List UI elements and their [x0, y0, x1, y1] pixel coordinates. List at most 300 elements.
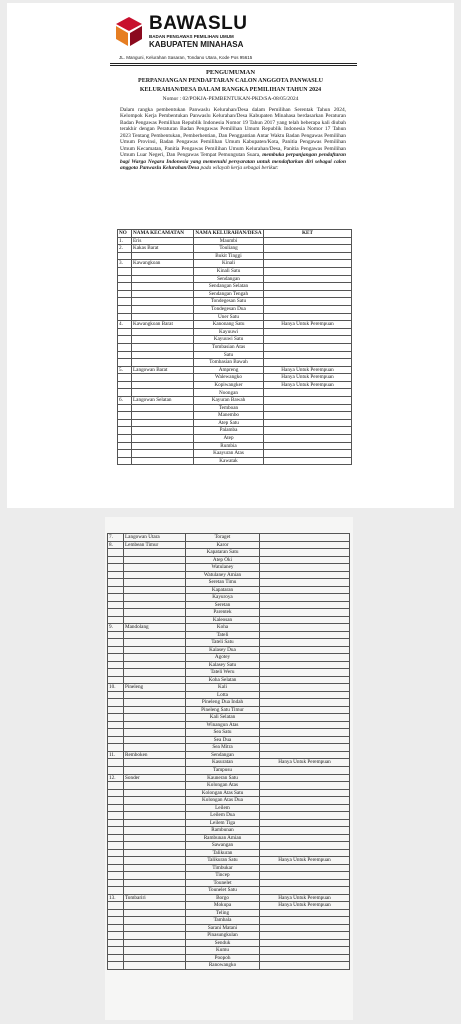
- cell-no: [118, 435, 132, 443]
- cell-no: 8.: [108, 541, 124, 549]
- cell-ket: [260, 917, 350, 925]
- cell-kelurahan: Teling: [186, 909, 260, 917]
- cell-no: [118, 419, 132, 427]
- cell-kelurahan: Pineleng Dua Indah: [186, 699, 260, 707]
- table-row: [108, 774, 350, 782]
- area-table-page-1: [117, 229, 352, 465]
- table-row: [108, 744, 350, 752]
- cell-kelurahan: Tounelet Satu: [186, 887, 260, 895]
- cell-no: [108, 744, 124, 752]
- cell-kecamatan: [124, 804, 186, 812]
- table-header-row: [118, 230, 352, 238]
- cell-kecamatan: [124, 849, 186, 857]
- table-row: [118, 381, 352, 389]
- cell-no: [108, 909, 124, 917]
- table-row: [108, 609, 350, 617]
- table-row: [108, 676, 350, 684]
- cell-kelurahan: Kinali: [194, 260, 264, 268]
- cell-kelurahan: Kinali Satu: [194, 267, 264, 275]
- cell-no: [108, 639, 124, 647]
- cell-kecamatan: [124, 691, 186, 699]
- area-table-page-2: [107, 533, 350, 970]
- table-row: [118, 313, 352, 321]
- table-row: [108, 759, 350, 767]
- cell-no: [118, 351, 132, 359]
- cell-ket: [260, 654, 350, 662]
- cell-no: [108, 646, 124, 654]
- cell-no: [108, 887, 124, 895]
- body-text: Dalam rangka pembentukan Panwaslu Kelurahan/Desa dalam Pemilihan Serentak Tahun 2024, Kelompok Kerja Pembentukan Panwaslu Kelurahan/Desa Kabupaten Minahasa berdasarkan Peraturan Badan Pengawas Pemilihan Republik Indonesia Nomor 19 Tahun 2017 yang telah beberapa kali diubah terakhir dengan Peraturan Badan Pengawas Pemilihan Umum Republik Indonesia Nomor 17 Tahun 2023 Tentang Pembentukan, Pemberhentian, Dan Penggantian Antar Waktu Badan Pengawas Pemilihan Umum Provinsi, Badan Pengawas Pemilihan Umum Kabupaten/Kota, Panitia Pengawas Pemilihan Umum Kecamatan, Panitia Pengawas Pemilihan Umum Kelurahan/Desa, Panitia Pengawas Pemilihan Umum Luar Negeri, Dan Pengawas Tempat Pemungutan Suara,: [120, 107, 346, 159]
- cell-kelurahan: Kaleosan: [186, 616, 260, 624]
- cell-kecamatan: Tombariri: [124, 894, 186, 902]
- table-row: [108, 661, 350, 669]
- table-row: [118, 412, 352, 420]
- cell-no: [108, 571, 124, 579]
- cell-no: 2.: [118, 245, 132, 253]
- table-row: [108, 819, 350, 827]
- divider: [110, 65, 357, 66]
- cell-no: [108, 579, 124, 587]
- cell-no: [108, 721, 124, 729]
- cell-kelurahan: Pinasungkulan: [186, 932, 260, 940]
- cell-no: 7.: [108, 534, 124, 542]
- cell-kecamatan: [124, 939, 186, 947]
- cell-kelurahan: Parentek: [186, 609, 260, 617]
- table-row: [108, 624, 350, 632]
- cell-no: [118, 290, 132, 298]
- cell-ket: Hanya Untuk Perempuan: [264, 366, 352, 374]
- cell-kelurahan: Borgo: [186, 894, 260, 902]
- cell-ket: [264, 427, 352, 435]
- cell-kecamatan: [124, 631, 186, 639]
- cell-ket: [264, 260, 352, 268]
- divider: [110, 63, 357, 64]
- cell-kelurahan: Atep: [194, 435, 264, 443]
- cell-kelurahan: Tondegesan Satu: [194, 298, 264, 306]
- table-row: [108, 879, 350, 887]
- cell-kecamatan: [124, 639, 186, 647]
- cell-ket: [260, 819, 350, 827]
- cell-ket: [264, 419, 352, 427]
- cell-kecamatan: [124, 654, 186, 662]
- cell-kecamatan: [124, 797, 186, 805]
- cell-kelurahan: Winangun Atas: [186, 721, 260, 729]
- cell-kecamatan: [132, 389, 194, 397]
- table-row: [118, 245, 352, 253]
- cell-kecamatan: [124, 782, 186, 790]
- cell-no: 4.: [118, 321, 132, 329]
- cell-no: [108, 924, 124, 932]
- table-row: [108, 579, 350, 587]
- cell-kelurahan: Talikuran: [186, 849, 260, 857]
- cell-ket: [264, 343, 352, 351]
- cell-no: [118, 305, 132, 313]
- table-row: [108, 654, 350, 662]
- table-row: [108, 691, 350, 699]
- cell-kelurahan: Kapataran Satu: [186, 549, 260, 557]
- cell-ket: [260, 669, 350, 677]
- cell-no: 13.: [108, 894, 124, 902]
- cell-kelurahan: Koha Selatan: [186, 676, 260, 684]
- cell-kelurahan: Kapataran: [186, 586, 260, 594]
- cell-kelurahan: Talikuran Satu: [186, 857, 260, 865]
- table-row: [108, 812, 350, 820]
- cell-ket: [260, 534, 350, 542]
- cell-ket: [260, 564, 350, 572]
- table-row: [108, 857, 350, 865]
- cell-kecamatan: [132, 290, 194, 298]
- cell-kecamatan: [124, 766, 186, 774]
- table-row: [108, 954, 350, 962]
- table-row: [118, 389, 352, 397]
- subject-line-1: PERPANJANGAN PENDAFTARAN CALON ANGGOTA PANWASLU: [138, 78, 323, 84]
- cell-no: [108, 669, 124, 677]
- cell-kelurahan: Bukit Tinggi: [194, 252, 264, 260]
- cell-no: [108, 902, 124, 910]
- cell-kelurahan: Sendangan: [186, 751, 260, 759]
- cell-kecamatan: [132, 283, 194, 291]
- table-row: [108, 834, 350, 842]
- cell-ket: [260, 939, 350, 947]
- table-row: [108, 549, 350, 557]
- cell-kelurahan: Sea Dua: [186, 736, 260, 744]
- table-row: [108, 736, 350, 744]
- table-row: [108, 797, 350, 805]
- cell-kecamatan: [132, 313, 194, 321]
- table-row: [108, 887, 350, 895]
- cell-ket: [260, 631, 350, 639]
- cell-kecamatan: [124, 571, 186, 579]
- cell-kecamatan: [124, 789, 186, 797]
- cell-kecamatan: [124, 676, 186, 684]
- cell-ket: [264, 435, 352, 443]
- cell-kelurahan: Kumu: [186, 947, 260, 955]
- cell-kecamatan: [124, 759, 186, 767]
- table-row: [108, 699, 350, 707]
- cell-kelurahan: Agotey: [186, 654, 260, 662]
- cell-no: 11.: [108, 751, 124, 759]
- cell-ket: [260, 624, 350, 632]
- document-number: Nomor : 02/POKJA-PEMBENTUKAN-PKD/SA-08/05/2024: [162, 96, 299, 102]
- table-row: [118, 427, 352, 435]
- table-row: [118, 305, 352, 313]
- cell-no: 5.: [118, 366, 132, 374]
- table-row: [118, 290, 352, 298]
- cell-ket: [264, 457, 352, 465]
- cell-kecamatan: Kawangkoan Barat: [132, 321, 194, 329]
- table-row: [118, 321, 352, 329]
- cell-kelurahan: Sawangan: [186, 842, 260, 850]
- table-row: [108, 917, 350, 925]
- cell-kelurahan: Kolongan Atas Satu: [186, 789, 260, 797]
- table-row: [108, 842, 350, 850]
- cell-kecamatan: [124, 594, 186, 602]
- cell-kelurahan: Leilem Dua: [186, 812, 260, 820]
- cell-kecamatan: [124, 721, 186, 729]
- table-row: [108, 714, 350, 722]
- cell-ket: [260, 782, 350, 790]
- table-row: [108, 827, 350, 835]
- table-row: [118, 397, 352, 405]
- cell-no: [108, 766, 124, 774]
- cell-kelurahan: Kawatak: [194, 457, 264, 465]
- cell-no: [108, 654, 124, 662]
- table-row: [118, 435, 352, 443]
- table-row: [108, 669, 350, 677]
- cell-kelurahan: Satu: [194, 351, 264, 359]
- cell-no: [118, 336, 132, 344]
- cell-kecamatan: [124, 834, 186, 842]
- table-row: [108, 766, 350, 774]
- cell-kecamatan: Kawangkoan: [132, 260, 194, 268]
- cell-no: 12.: [108, 774, 124, 782]
- cell-kecamatan: [124, 646, 186, 654]
- cell-no: [118, 283, 132, 291]
- cell-ket: [260, 706, 350, 714]
- cell-no: [108, 812, 124, 820]
- cell-no: [118, 457, 132, 465]
- cell-kecamatan: [124, 669, 186, 677]
- cell-ket: [260, 864, 350, 872]
- address: JL. Manguni, Kelurahan Sasaran, Tondano Utara, Kode Pos 95615: [119, 55, 253, 60]
- cell-no: [118, 343, 132, 351]
- table-row: [108, 556, 350, 564]
- cell-kelurahan: Seretan Timu: [186, 579, 260, 587]
- cell-no: [118, 450, 132, 458]
- table-row: [118, 404, 352, 412]
- table-row: [108, 932, 350, 940]
- cell-kelurahan: Tounelet: [186, 879, 260, 887]
- subject-line-2: KELURAHAN/DESA DALAM RANGKA PEMILIHAN TAHUN 2024: [139, 87, 322, 93]
- cell-no: 9.: [108, 624, 124, 632]
- region-name: KABUPATEN MINAHASA: [149, 40, 244, 49]
- cell-no: [108, 804, 124, 812]
- cell-kecamatan: Langowan Selatan: [132, 397, 194, 405]
- cell-no: [108, 932, 124, 940]
- cell-ket: [260, 714, 350, 722]
- cell-no: [108, 616, 124, 624]
- cell-kelurahan: Palamba: [194, 427, 264, 435]
- cell-kecamatan: [124, 616, 186, 624]
- cell-kecamatan: [132, 267, 194, 275]
- cell-kecamatan: [132, 457, 194, 465]
- cell-kecamatan: [124, 586, 186, 594]
- cell-kecamatan: [124, 827, 186, 835]
- table-row: [108, 586, 350, 594]
- cell-ket: [260, 684, 350, 692]
- cell-ket: [260, 721, 350, 729]
- cell-kecamatan: [124, 661, 186, 669]
- cell-kecamatan: Eris: [132, 237, 194, 245]
- cell-kelurahan: Sea Mitra: [186, 744, 260, 752]
- cell-ket: [264, 290, 352, 298]
- cell-ket: [260, 556, 350, 564]
- cell-ket: [260, 947, 350, 955]
- table-row: [108, 564, 350, 572]
- cell-no: [108, 601, 124, 609]
- cell-ket: [260, 541, 350, 549]
- cell-no: [108, 842, 124, 850]
- cell-ket: [260, 842, 350, 850]
- cell-kelurahan: Kalasey Satu: [186, 661, 260, 669]
- cell-kecamatan: [132, 252, 194, 260]
- cell-no: [108, 729, 124, 737]
- cell-kelurahan: Tateli Weru: [186, 669, 260, 677]
- cell-no: [108, 849, 124, 857]
- cell-kecamatan: Sonder: [124, 774, 186, 782]
- cell-no: [108, 661, 124, 669]
- cell-no: [108, 691, 124, 699]
- cell-kecamatan: [124, 902, 186, 910]
- table-row: [108, 601, 350, 609]
- cell-kecamatan: [124, 962, 186, 970]
- cell-kecamatan: [124, 609, 186, 617]
- cell-ket: [260, 887, 350, 895]
- cell-kecamatan: [132, 381, 194, 389]
- cell-ket: Hanya Untuk Perempuan: [260, 902, 350, 910]
- cell-kecamatan: [124, 924, 186, 932]
- cell-ket: [260, 601, 350, 609]
- table-row: [118, 252, 352, 260]
- cell-no: [118, 374, 132, 382]
- cell-no: [108, 797, 124, 805]
- cell-kecamatan: [124, 579, 186, 587]
- cell-no: [108, 759, 124, 767]
- table-row: [118, 237, 352, 245]
- cell-ket: [264, 298, 352, 306]
- cell-no: [108, 827, 124, 835]
- cell-kelurahan: Tombasian Bawah: [194, 359, 264, 367]
- cell-kelurahan: Uner Satu: [194, 313, 264, 321]
- cell-ket: Hanya Untuk Perempuan: [264, 381, 352, 389]
- cell-kelurahan: Kanonang Satu: [194, 321, 264, 329]
- cell-kelurahan: Tampusu: [186, 766, 260, 774]
- cell-no: [108, 939, 124, 947]
- cell-kelurahan: Tincep: [186, 872, 260, 880]
- cell-ket: [260, 661, 350, 669]
- body-tail-text: pada wilayah kerja sebagai berikut:: [200, 165, 279, 172]
- cell-no: [108, 564, 124, 572]
- cell-kelurahan: Manembo: [194, 412, 264, 420]
- cell-ket: [260, 774, 350, 782]
- cell-no: [118, 313, 132, 321]
- cell-ket: [260, 909, 350, 917]
- cell-no: [108, 864, 124, 872]
- cell-ket: [264, 336, 352, 344]
- cell-ket: [260, 932, 350, 940]
- table-row: [108, 571, 350, 579]
- cell-kecamatan: [132, 351, 194, 359]
- cell-ket: [260, 789, 350, 797]
- table-row: [118, 298, 352, 306]
- cell-no: [108, 782, 124, 790]
- cell-ket: Hanya Untuk Perempuan: [264, 374, 352, 382]
- cell-ket: [260, 736, 350, 744]
- cell-kecamatan: [132, 419, 194, 427]
- table-row: [108, 894, 350, 902]
- cell-no: 6.: [118, 397, 132, 405]
- table-row: [118, 419, 352, 427]
- cell-kelurahan: Poopoh: [186, 954, 260, 962]
- cell-kecamatan: [124, 736, 186, 744]
- cell-kelurahan: Tondegesan Dua: [194, 305, 264, 313]
- cell-kelurahan: Kolongan Atas: [186, 782, 260, 790]
- cell-kecamatan: [124, 601, 186, 609]
- cell-ket: [264, 359, 352, 367]
- cell-kecamatan: [124, 729, 186, 737]
- cell-kecamatan: Mandolang: [124, 624, 186, 632]
- cell-ket: [260, 676, 350, 684]
- cell-kelurahan: Walewangko: [194, 374, 264, 382]
- cell-no: [118, 275, 132, 283]
- table-row: [108, 646, 350, 654]
- cell-kecamatan: Kakas Barat: [132, 245, 194, 253]
- cell-no: 1.: [118, 237, 132, 245]
- cell-no: [108, 917, 124, 925]
- cell-no: [108, 609, 124, 617]
- cell-ket: [260, 804, 350, 812]
- cell-ket: [264, 351, 352, 359]
- cell-kecamatan: [124, 564, 186, 572]
- cell-no: [118, 412, 132, 420]
- table-row: [118, 457, 352, 465]
- cell-kecamatan: [132, 305, 194, 313]
- table-row: [108, 721, 350, 729]
- cell-kelurahan: Rumbia: [194, 442, 264, 450]
- cell-kelurahan: Temboan: [194, 404, 264, 412]
- table-row: [108, 902, 350, 910]
- cell-kelurahan: Toraget: [186, 534, 260, 542]
- cell-ket: [260, 691, 350, 699]
- cell-ket: [260, 879, 350, 887]
- cell-no: [118, 252, 132, 260]
- cell-kelurahan: Tateli: [186, 631, 260, 639]
- cell-ket: [264, 450, 352, 458]
- cell-ket: [260, 834, 350, 842]
- cell-no: [118, 381, 132, 389]
- cell-kelurahan: Leilem Tiga: [186, 819, 260, 827]
- cell-no: [108, 789, 124, 797]
- table-row: [108, 594, 350, 602]
- cell-kelurahan: Seretan: [186, 601, 260, 609]
- cell-kelurahan: Kayuroya: [186, 594, 260, 602]
- cell-ket: [260, 579, 350, 587]
- cell-kelurahan: Kalasey Dua: [186, 646, 260, 654]
- cell-kecamatan: [124, 714, 186, 722]
- cell-ket: [264, 305, 352, 313]
- cell-kecamatan: [124, 887, 186, 895]
- table-row: [108, 684, 350, 692]
- cell-kecamatan: [124, 699, 186, 707]
- cell-kelurahan: Lotta: [186, 691, 260, 699]
- table-row: [108, 639, 350, 647]
- cell-no: 3.: [118, 260, 132, 268]
- cell-kecamatan: [132, 336, 194, 344]
- cell-no: [108, 714, 124, 722]
- cell-ket: Hanya Untuk Perempuan: [260, 894, 350, 902]
- cell-kecamatan: [124, 932, 186, 940]
- cell-ket: [260, 744, 350, 752]
- cell-ket: [260, 616, 350, 624]
- brand-name: BAWASLU: [149, 13, 248, 34]
- cell-kecamatan: [124, 706, 186, 714]
- table-row: [118, 450, 352, 458]
- cell-no: [108, 834, 124, 842]
- cell-kecamatan: [124, 917, 186, 925]
- table-row: [108, 729, 350, 737]
- cell-kelurahan: Tateli Satu: [186, 639, 260, 647]
- cell-no: [108, 879, 124, 887]
